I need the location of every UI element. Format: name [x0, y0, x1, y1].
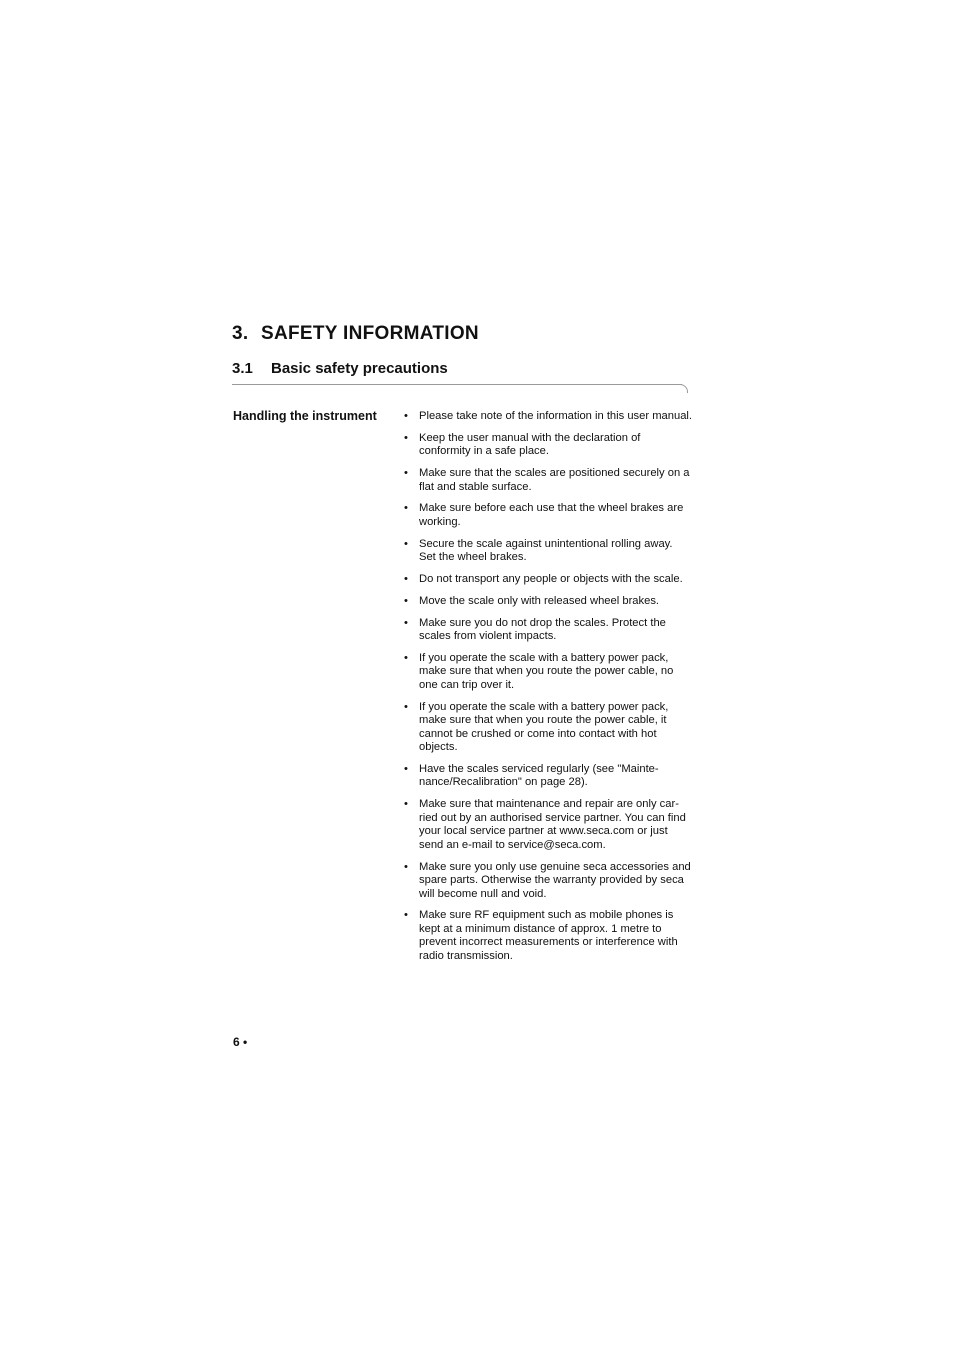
bullet-dot: •	[404, 431, 408, 444]
list-item-text: If you operate the scale with a battery power pack, make sure that when you route the power cable, no one can trip over it.	[419, 651, 674, 691]
section-title-text: Basic safety precautions	[271, 360, 448, 377]
list-item	[404, 763, 692, 790]
list-item-text: Make sure that the scales are positioned securely on a flat and stable surface.	[419, 467, 690, 493]
list-item	[404, 652, 692, 693]
section-number: 3.1	[232, 360, 253, 377]
section-divider-curl	[680, 384, 688, 393]
chapter-title	[232, 323, 479, 345]
bullet-dot: •	[404, 467, 408, 480]
list-item	[404, 467, 692, 494]
section-title	[232, 360, 448, 377]
bullet-dot: •	[404, 798, 408, 811]
list-item	[404, 538, 692, 565]
list-item	[404, 798, 692, 852]
bullet-dot: •	[404, 700, 408, 713]
bullet-dot: •	[404, 502, 408, 515]
bullet-dot: •	[404, 909, 408, 922]
list-item-text: Move the scale only with released wheel brakes.	[419, 594, 660, 607]
list-item-text: Make sure you do not drop the scales. Protect the scales from violent impacts.	[419, 616, 666, 643]
list-item-text: Keep the user manual with the declaration of conformity in a safe place.	[419, 431, 641, 458]
side-label: Handling the instrument	[233, 409, 377, 423]
bullet-dot: •	[404, 651, 408, 664]
list-item-text: Make sure RF equipment such as mobile phones is kept at a minimum distance of approx. 1 metre to prevent incorrect measurements or interference with radio transmission.	[419, 909, 678, 962]
list-item-text: Secure the scale against unintentional rolling away. Set the wheel brakes.	[419, 537, 673, 564]
list-item-text: Have the scales serviced regularly (see "Mainte-nance/Recalibration" on page 28).	[419, 762, 659, 789]
list-item	[404, 502, 692, 529]
list-item-text: Make sure before each use that the wheel brakes are working.	[419, 502, 684, 528]
list-item-text: Make sure that maintenance and repair are only car-ried out by an authorised service partner. You can find your local service partner at www.seca.com or just send an e-mail to service@seca.com.	[419, 798, 686, 851]
list-item	[404, 861, 692, 902]
list-item	[404, 573, 692, 587]
bullet-dot: •	[404, 537, 408, 550]
page-number: 6 •	[233, 1035, 248, 1049]
bullet-dot: •	[404, 616, 408, 629]
bullet-dot: •	[404, 572, 408, 585]
list-item-text: Please take note of the information in this user manual.	[419, 410, 693, 422]
list-item	[404, 617, 692, 644]
list-item-text: If you operate the scale with a battery power pack, make sure that when you route the power cable, it cannot be crushed or come into contact with hot objects.	[419, 700, 669, 754]
chapter-title-text: SAFETY INFORMATION	[261, 323, 479, 344]
bullet-dot: •	[404, 410, 408, 422]
list-item-text: Make sure you only use genuine seca accessories and spare parts. Otherwise the warranty provided by seca will become null and void.	[419, 860, 691, 900]
list-item	[404, 909, 692, 963]
list-item	[404, 432, 692, 459]
section-divider	[232, 384, 682, 385]
chapter-number: 3.	[232, 323, 249, 344]
bullet-dot: •	[404, 762, 408, 775]
list-item	[404, 410, 692, 424]
bullet-dot: •	[404, 594, 408, 607]
list-item	[404, 595, 692, 609]
list-item	[404, 701, 692, 755]
list-item-text: Do not transport any people or objects with the scale.	[419, 572, 683, 585]
safety-bullet-list	[404, 410, 692, 972]
bullet-dot: •	[404, 860, 408, 873]
